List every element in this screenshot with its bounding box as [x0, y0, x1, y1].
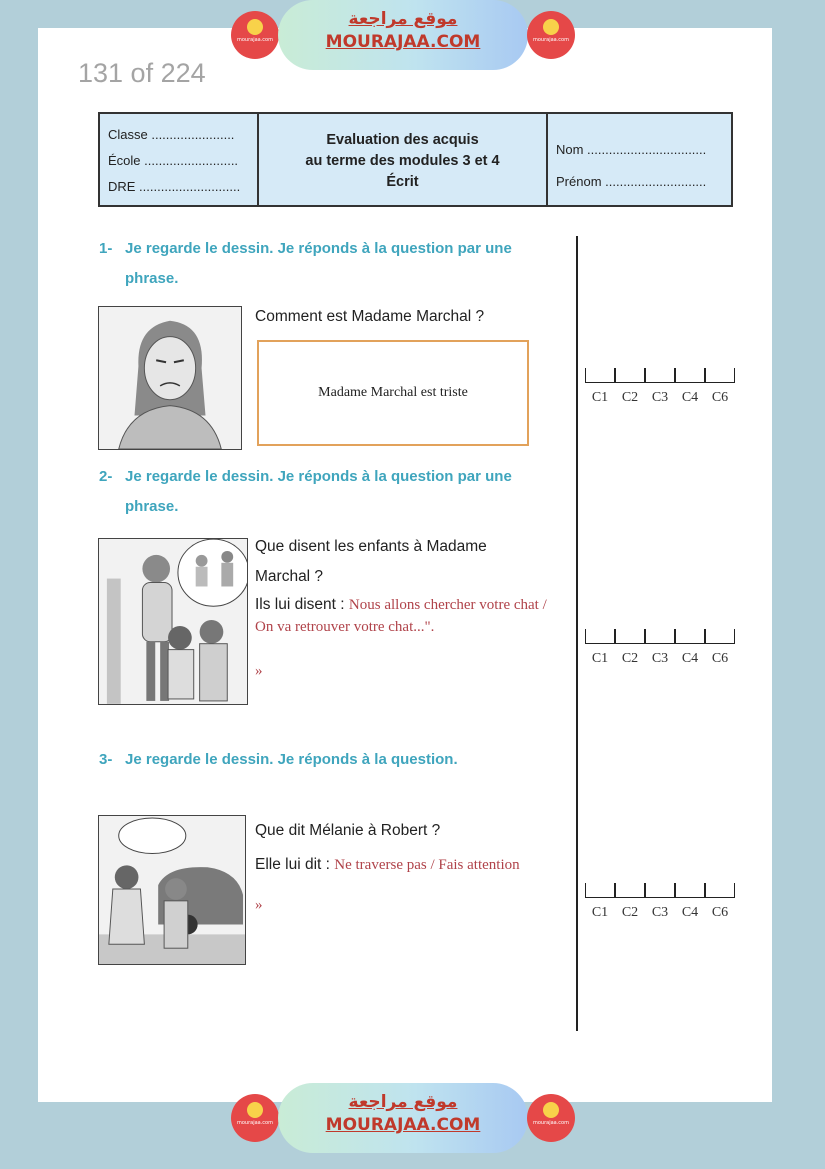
sad-woman-illustration [98, 306, 242, 450]
score-box[interactable] [615, 368, 645, 383]
score-box[interactable] [705, 629, 735, 644]
score-box[interactable] [615, 883, 645, 898]
score-box[interactable] [615, 629, 645, 644]
header-class-info [100, 114, 259, 205]
score-box[interactable] [585, 883, 615, 898]
score-box[interactable] [645, 368, 675, 383]
margin-divider [576, 236, 578, 1031]
site-name-arabic[interactable]: موقع مراجعة [348, 9, 458, 29]
scoring-grid-2: C1 C2 C3 C4 C6 [585, 629, 735, 667]
score-box[interactable] [675, 368, 705, 383]
exam-header [98, 112, 733, 207]
question-1-answer-box[interactable]: Madame Marchal est triste [257, 340, 529, 446]
dre-field: DRE ............................ [108, 179, 241, 194]
question-2-response: Ils lui disent : Nous allons chercher votre chat / On va retrouver votre chat...". [255, 596, 547, 635]
site-banner-pill[interactable] [278, 1083, 528, 1153]
question-3-response: Elle lui dit : Ne traverse pas / Fais attention [255, 856, 520, 873]
score-box[interactable] [645, 629, 675, 644]
score-box[interactable] [585, 368, 615, 383]
site-logo-badge: mourajaa.com [231, 1094, 279, 1142]
site-name-arabic[interactable]: موقع مراجعة [348, 1092, 458, 1112]
question-3-title: 3- Je regarde le dessin. Je réponds à la question. [99, 751, 458, 768]
closing-quote: » [255, 897, 263, 913]
question-3-answer[interactable]: Ne traverse pas / Fais attention [334, 857, 520, 873]
site-name-latin[interactable]: MOURAJAA.COM [325, 32, 481, 52]
score-box[interactable] [675, 883, 705, 898]
site-name-latin[interactable]: MOURAJAA.COM [325, 1115, 481, 1135]
ecole-field: École .......................... [108, 153, 239, 168]
nom-field: Nom ................................. [556, 142, 707, 157]
site-banner-bottom[interactable] [230, 1083, 578, 1153]
site-logo-badge: mourajaa.com [231, 11, 279, 59]
score-box[interactable] [675, 629, 705, 644]
exam-title: Evaluation des acquis au terme des modules 3 et 4 Écrit [259, 114, 548, 205]
question-2-title: 2- Je regarde le dessin. Je réponds à la question par une phrase. [99, 468, 512, 515]
question-1-title: 1- Je regarde le dessin. Je réponds à la question par une phrase. [99, 240, 512, 287]
question-2-prompt: Que disent les enfants à Madame Marchal ? [255, 538, 487, 585]
header-student-info [548, 114, 731, 205]
score-box[interactable] [705, 883, 735, 898]
girl-warning-boy-illustration [98, 815, 246, 965]
site-logo-badge: mourajaa.com [527, 11, 575, 59]
question-1-prompt: Comment est Madame Marchal ? [255, 308, 485, 325]
site-banner-pill[interactable] [278, 0, 528, 70]
children-talking-illustration [98, 538, 248, 705]
page-counter: 131 of 224 [78, 58, 206, 88]
prenom-field: Prénom ............................ [556, 174, 707, 189]
question-3-prompt: Que dit Mélanie à Robert ? [255, 822, 441, 839]
classe-field: Classe ....................... [108, 127, 235, 142]
score-box[interactable] [645, 883, 675, 898]
site-logo-badge: mourajaa.com [527, 1094, 575, 1142]
question-2-answer[interactable]: Nous allons chercher votre chat / [348, 597, 547, 613]
site-banner-top[interactable] [230, 0, 578, 70]
scoring-grid-1: C1 C2 C3 C4 C6 [585, 368, 735, 406]
scoring-grid-3: C1 C2 C3 C4 C6 [585, 883, 735, 921]
closing-quote: » [255, 663, 263, 679]
score-box[interactable] [705, 368, 735, 383]
score-box[interactable] [585, 629, 615, 644]
